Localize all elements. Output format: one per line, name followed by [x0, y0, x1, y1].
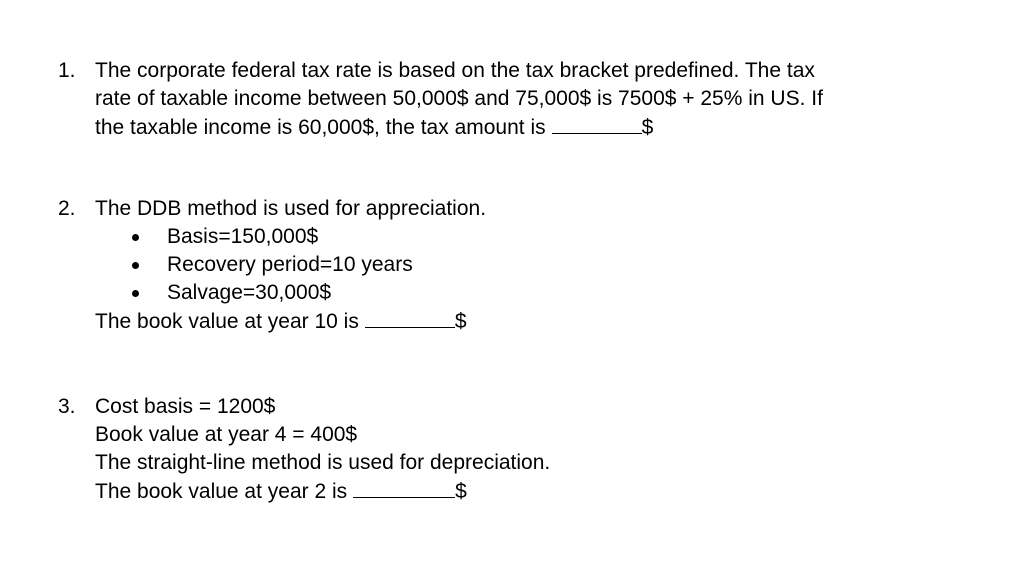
answer-line [95, 477, 958, 506]
bullet-text: Recovery period=10 years [167, 253, 413, 276]
question-body [95, 57, 958, 142]
bullet-text: Basis=150,000$ [167, 225, 319, 248]
answer-blank [365, 307, 455, 328]
question-body [95, 393, 958, 506]
question-text-line: Cost basis = 1200$ [95, 395, 276, 418]
question-text-line: Book value at year 4 = 400$ [95, 423, 358, 446]
bullet-icon [132, 234, 139, 241]
question-text-line: The corporate federal tax rate is based on the tax bracket predefined. The tax [95, 59, 815, 82]
answer-line [95, 113, 958, 142]
question-text-line: The straight-line method is used for depreciation. [95, 451, 551, 474]
question-number: 1. [58, 59, 76, 82]
question-number: 3. [58, 395, 76, 418]
answer-line [95, 307, 958, 336]
bullet-text: Salvage=30,000$ [167, 281, 332, 304]
unit-label: $ [641, 116, 654, 139]
unit-label: $ [454, 310, 467, 333]
question-number: 2. [58, 197, 76, 220]
question-text-line: The book value at year 2 is [95, 480, 348, 503]
question-intro: The DDB method is used for appreciation. [95, 197, 487, 220]
question-text-line: the taxable income is 60,000$, the tax amount is [95, 116, 546, 139]
bullet-item [95, 251, 958, 279]
bullet-item [95, 279, 958, 307]
bullet-icon [132, 290, 139, 297]
unit-label: $ [455, 480, 467, 503]
question-body [95, 195, 958, 336]
answer-blank [552, 113, 642, 134]
answer-blank [353, 477, 455, 498]
question-1 [58, 57, 958, 142]
bullet-item [95, 223, 958, 251]
question-prompt: The book value at year 10 is [95, 310, 359, 333]
bullet-icon [132, 262, 139, 269]
question-3 [58, 393, 958, 506]
bullet-list [95, 223, 958, 307]
question-2 [58, 195, 958, 336]
question-text-line: rate of taxable income between 50,000$ and 75,000$ is 7500$ + 25% in US. If [95, 87, 823, 110]
